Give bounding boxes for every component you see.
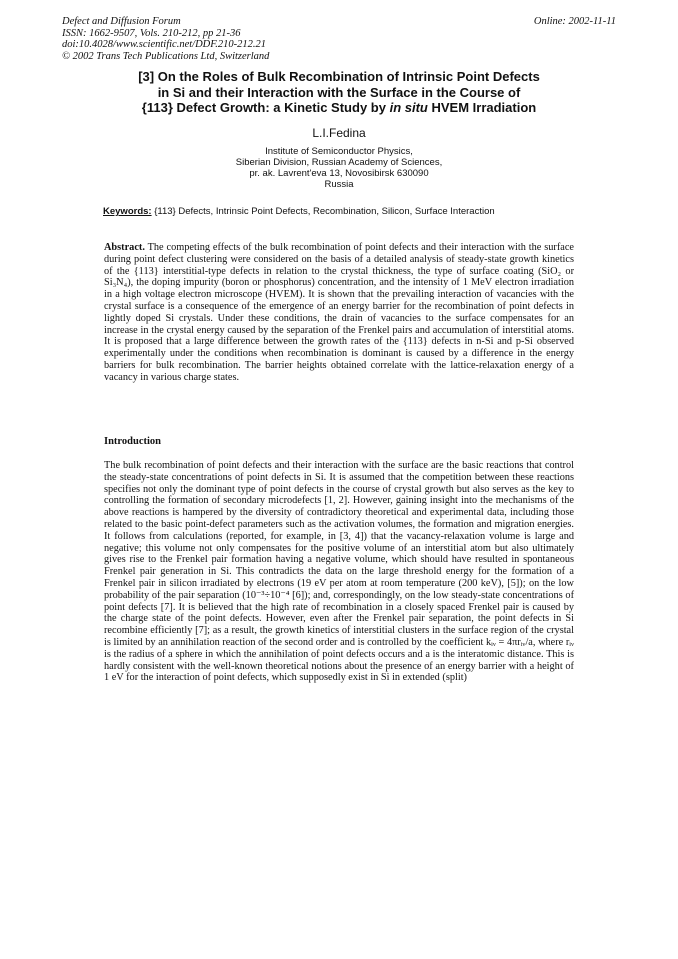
affiliation-line-2: Siberian Division, Russian Academy of Sciences,: [235, 157, 443, 168]
paper-title: [84, 69, 594, 116]
affiliation-line-4: Russia: [324, 179, 354, 190]
keywords: [103, 206, 583, 217]
introduction-heading: Introduction: [104, 436, 161, 447]
affiliation-line-1: Institute of Semiconductor Physics,: [265, 146, 413, 157]
title-line-3-end: HVEM Irradiation: [427, 100, 537, 115]
affiliation-line-3: pr. ak. Lavrent'eva 13, Novosibirsk 630090: [249, 168, 429, 179]
title-line-1: [3] On the Roles of Bulk Recombination of Intrinsic Point Defects: [138, 69, 540, 84]
abstract-text: The competing effects of the bulk recombination of point defects and their interaction with the surface during point defect clustering were considered on the basis of a detailed analysis of steady-state growth kinetics of the {113} interstitial-type defects in relation to the crystal thickness, the type of surface coating (SiO₂ or Si₃N₄), the doping impurity (boron or phosphorus) concentration, and the intensity of 1 MeV electron irradiation in a high voltage electron microscope (HVEM). It is shown that the prevailing interaction of vacancies with the crystal surface is a consequence of the emergence of an energy barrier for the recombination of point defects in lightly doped Si crystals. Under these conditions, the drain of vacancies to the surface compensates for an increase in the crystal energy caused by the separation of the Frenkel pairs and accumulation of interstitial atoms. It is proposed that a large difference between the growth rates of the {113} defects in n-Si and p-Si observed experimentally under the conditions when recombination is dominant is caused by a difference in the energy barriers for bulk recombination. The barrier heights obtained correlate with the lattice-relaxation energy of a vacancy in various charge states.: [104, 242, 574, 383]
online-date: Online: 2002-11-11: [533, 16, 616, 27]
title-line-3: [84, 100, 594, 116]
journal-name: Defect and Diffusion Forum: [62, 16, 181, 27]
title-in-situ: in situ: [389, 100, 428, 115]
keywords-label: Keywords:: [103, 206, 152, 217]
affiliation: [0, 146, 678, 190]
author-name: L.I.Fedina: [312, 126, 366, 140]
doi-line: doi:10.4028/www.scientific.net/DDF.210-212.21: [62, 39, 267, 50]
keywords-text: {113} Defects, Intrinsic Point Defects, Recombination, Silicon, Surface Interaction: [151, 206, 495, 217]
copyright-line: © 2002 Trans Tech Publications Ltd, Switzerland: [62, 50, 270, 62]
title-line-2: in Si and their Interaction with the Surface in the Course of: [157, 84, 521, 100]
abstract: [104, 242, 574, 384]
journal-header: [62, 16, 616, 62]
title-line-3-start: {113} Defect Growth: a Kinetic Study by: [141, 100, 390, 115]
abstract-label: Abstract.: [104, 242, 145, 253]
introduction-text: The bulk recombination of point defects and their interaction with the surface are the basic reactions that control the steady-state concentrations of point defects in Si. It is assumed that the competition between these reactions specifies not only the dominant type of point defects in the course of crystal growth but also serves as the key to controlling the formation of secondary microdefects [1, 2]. However, gaining insight into the mechanisms of the above reactions is hampered by the diversity of contradictory theoretical and experimental data, including those related to the basic point-defect parameters such as the activation volumes, the formation and migration energies. It follows from calculations (reported, for example, in [3, 4]) that the vacancy-relaxation volume is large and negative; this volume not only compensates for the positive volume of an interstitial atom but also ultimately gives rise to the Frenkel pair formation having a negative volume, which should have resulted in spontaneous Frenkel pair generation in Si. This contradicts the data on the large threshold energy for the formation of a Frenkel pair in silicon irradiated by electrons (19 eV per atom at room temperature (200 keV), [5]); on the low probability of the pair separation (10⁻³÷10⁻⁴ [6]); and, correspondingly, on the low steady-state concentrations of point defects [7]. It is believed that the high rate of recombination in a closely spaced Frenkel pair is caused by the charge state of the point defects. However, even after the Frenkel pair separation, the point defects in Si recombine efficiently [7]; as a result, the growth kinetics of interstitial clusters in the surface region of the crystal is limited by an annihilation reaction of the second order and is controlled by the coefficient kᵢᵥ = 4πrᵢᵥ/a, where rᵢᵥ is the radius of a sphere in which the annihilation of point defects occurs and a is the interatomic distance. This is hardly consistent with the well-known theoretical notions about the presence of an energy barrier with a height of 1 eV for the interaction of point defects, which supposedly exist in Si in extended (split): [104, 460, 574, 684]
issn-line: ISSN: 1662-9507, Vols. 210-212, pp 21-36: [62, 27, 241, 39]
